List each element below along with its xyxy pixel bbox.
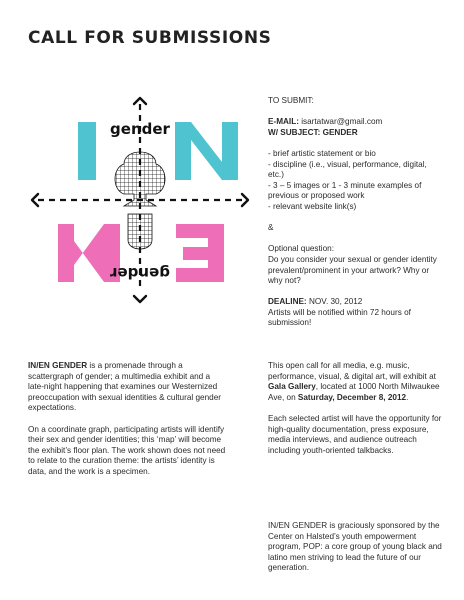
page-title: CALL FOR SUBMISSIONS [28,28,272,48]
deadline-value: NOV. 30, 2012 [308,297,363,307]
pink-e-letter [176,224,224,282]
left-arrow-icon [32,194,38,206]
submission-instructions [268,96,438,340]
sponsor-text: IN/EN GENDER is graciously sponsored by the Center on Halsted’s youth empowerment program, POP: a core group of young black and latino men striving to lead the future of our generation. [268,521,442,573]
email-address[interactable]: isartatwar@gmail.com [301,117,383,127]
exhibit-name: IN/EN GENDER [28,361,88,370]
gallery-name: Gala Gallery [268,382,316,392]
right-arrow-icon [242,194,248,206]
requirement-item: - relevant website link(s) [268,201,357,211]
subject-line: W/ SUBJECT: GENDER [268,127,358,137]
in-en-gender-logo [28,90,252,310]
details-paragraph-2: Each selected artist will have the opportunity for high-quality documentation, press exposure, media interviews, and audience outreach including youth-oriented talkbacks. [268,413,442,455]
details-text-a: This open call for all media, e.g. music, performance, visual, & digital art, will exhibit at [268,361,436,381]
top-gender-word: gender [110,120,170,138]
notification-text: Artists will be notified within 72 hours of submission! [268,307,411,328]
event-date: Saturday, December 8, 2012 [297,392,407,402]
cyan-n-letter [175,122,238,180]
ampersand: & [268,223,274,233]
details-paragraph-1 [268,361,444,403]
deadline-label: DEALINE: [268,297,307,307]
details-text-c: . [406,392,409,402]
down-arrow-icon [134,296,146,302]
requirement-item: - 3 – 5 images or 1 - 3 minute examples of previous or proposed work [268,180,422,201]
bottom-gender-word: gender [110,264,170,282]
cyan-i-letter [78,122,96,180]
about-paragraph-2: On a coordinate graph, participating artists will identify their sex and gender identities; this ‘map’ will become the exhibit’s floor plan. The work shown does not need to relate to the curation theme: the artists’ identity is data, and the work is a specimen. [28,424,226,476]
to-submit-heading: TO SUBMIT: [268,96,314,105]
about-paragraph-1 [28,361,228,414]
email-label: E-MAIL: [268,117,299,127]
details-text-b: , located at 1000 North Milwaukee Ave, on [268,382,440,402]
optional-question-heading: Optional question: [268,244,334,254]
requirement-item: - discipline (i.e., visual, performance, digital, etc.) [268,159,427,180]
sponsor-section [268,521,444,585]
up-arrow-icon [134,98,146,104]
requirement-item: - brief artistic statement or bio [268,148,376,158]
details-section [268,361,444,467]
about-paragraph-1-text: is a promenade through a scattergraph of gender; a multimedia exhibit and a late-night happening that examines our Westernized preoccupation with sexual identities & cultural gender expectations. [28,361,221,413]
about-section [28,361,228,488]
optional-question-text: Do you consider your sexual or gender identity prevalent/prominent in your artwork? Why or why not? [268,254,437,286]
requirements-list [268,149,438,213]
